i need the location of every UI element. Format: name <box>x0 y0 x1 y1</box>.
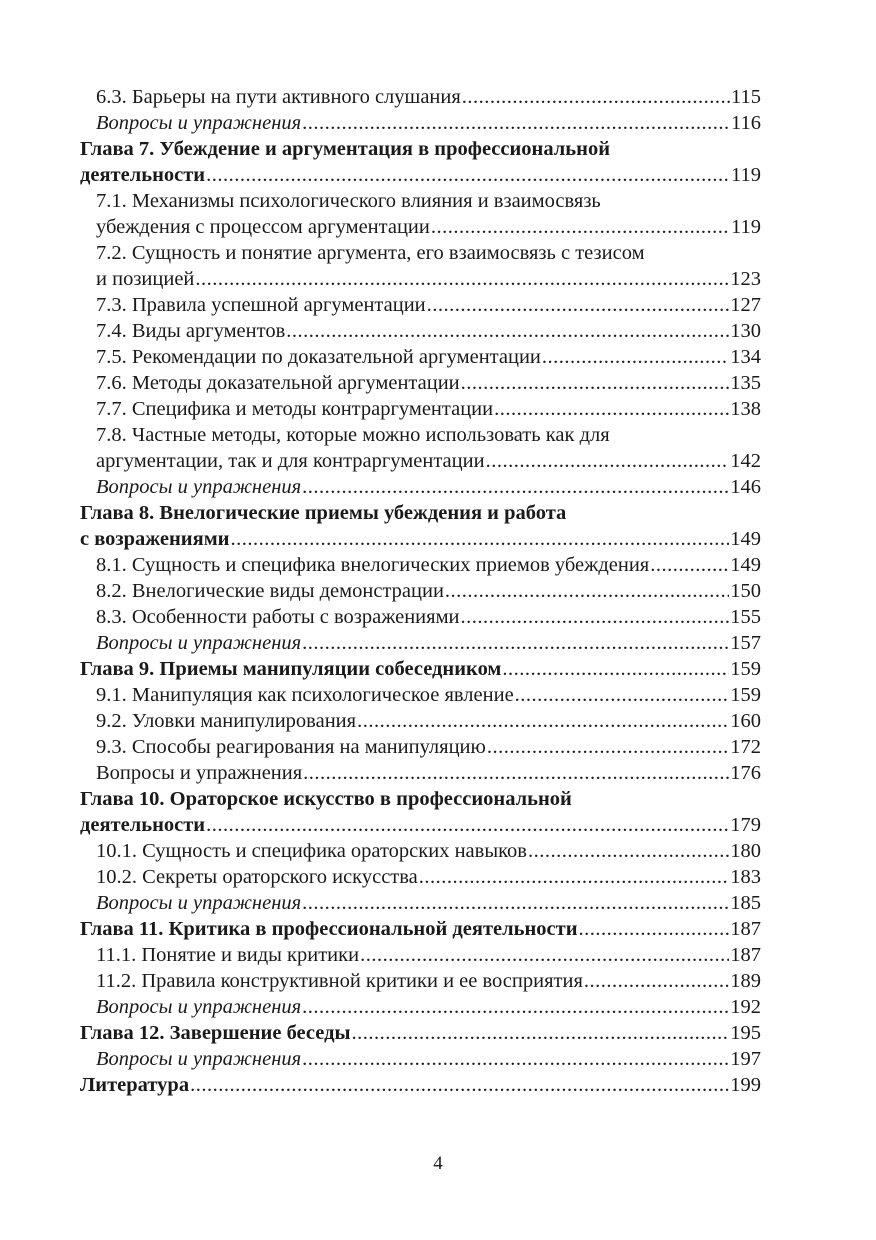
toc-section-entry[interactable] <box>80 448 761 474</box>
toc-entry-title: 8.1. Сущность и специфика внелогических приемов убеждения <box>96 554 650 576</box>
toc-entry-title-line: 7.2. Сущность и понятие аргумента, его взаимосвязь с тезисом <box>96 242 645 264</box>
toc-section-entry[interactable] <box>80 630 761 656</box>
table-of-contents <box>80 84 761 1098</box>
toc-leader-dots <box>302 630 729 656</box>
toc-leader-dots <box>351 1020 729 1046</box>
toc-entry-title: аргументации, так и для контраргументации <box>96 450 485 472</box>
toc-entry-title-line: 7.8. Частные методы, которые можно использовать как для <box>96 424 610 446</box>
toc-page-number: 185 <box>730 892 761 914</box>
toc-page-number: 189 <box>730 970 761 992</box>
toc-leader-dots <box>302 110 730 136</box>
toc-page-number: 119 <box>731 164 761 186</box>
toc-section-entry[interactable] <box>80 292 761 318</box>
toc-page-number: 159 <box>730 684 761 706</box>
toc-entry-title: Вопросы и упражнения <box>96 996 302 1018</box>
toc-page-number: 134 <box>730 346 761 368</box>
toc-entry-title: Вопросы и упражнения <box>96 762 303 784</box>
toc-leader-dots <box>445 578 729 604</box>
toc-section-entry[interactable] <box>80 344 761 370</box>
toc-leader-dots <box>303 760 729 786</box>
toc-page-number: 123 <box>730 268 761 290</box>
toc-leader-dots <box>462 84 730 110</box>
toc-page-number: 127 <box>730 294 761 316</box>
toc-entry-title: 11.2. Правила конструктивной критики и ее восприятия <box>96 970 583 992</box>
toc-page-number: 135 <box>730 372 761 394</box>
toc-section-entry[interactable] <box>80 214 761 240</box>
toc-page-number: 149 <box>730 528 761 550</box>
toc-entry-title: Вопросы и упражнения <box>96 112 302 134</box>
toc-section-entry[interactable] <box>80 890 761 916</box>
toc-leader-dots <box>461 370 730 396</box>
toc-leader-dots <box>542 344 729 370</box>
toc-entry-title: убеждения с процессом аргументации <box>96 216 430 238</box>
toc-leader-dots <box>190 1072 729 1098</box>
toc-leader-dots <box>461 604 730 630</box>
toc-leader-dots <box>195 266 729 292</box>
toc-leader-dots <box>206 812 729 838</box>
toc-page-number: 116 <box>731 112 761 134</box>
toc-page-number: 157 <box>730 632 761 654</box>
toc-page-number: 187 <box>730 944 761 966</box>
toc-entry-title: 8.2. Внелогические виды демонстрации <box>96 580 444 602</box>
toc-entry-title: Вопросы и упражнения <box>96 476 302 498</box>
toc-page-number: 115 <box>731 86 761 108</box>
toc-section-entry[interactable] <box>80 708 761 734</box>
toc-leader-dots <box>302 474 729 500</box>
toc-entry-title: 7.4. Виды аргументов <box>96 320 286 342</box>
toc-entry-title: 9.1. Манипуляция как психологическое явление <box>96 684 514 706</box>
toc-section-entry[interactable] <box>80 552 761 578</box>
toc-chapter-entry[interactable] <box>80 1072 761 1098</box>
toc-page-number: 195 <box>730 1022 761 1044</box>
toc-section-entry[interactable] <box>80 84 761 110</box>
toc-leader-dots <box>360 942 729 968</box>
toc-leader-dots <box>357 708 729 734</box>
toc-leader-dots <box>494 396 729 422</box>
toc-entry-title: Вопросы и упражнения <box>96 632 302 654</box>
toc-section-entry[interactable] <box>80 994 761 1020</box>
toc-page-number: 172 <box>730 736 761 758</box>
toc-entry-title: 9.2. Уловки манипулирования <box>96 710 357 732</box>
toc-page-number: 130 <box>730 320 761 342</box>
toc-chapter-entry[interactable] <box>80 916 761 942</box>
toc-page-number: 180 <box>730 840 761 862</box>
toc-leader-dots <box>486 448 730 474</box>
toc-entry-title: Глава 12. Завершение беседы <box>80 1022 351 1044</box>
toc-page-number: 176 <box>730 762 761 784</box>
toc-entry-title: 7.3. Правила успешной аргументации <box>96 294 426 316</box>
toc-entry-title: 7.6. Методы доказательной аргументации <box>96 372 460 394</box>
toc-leader-dots <box>487 734 729 760</box>
toc-leader-dots <box>427 292 730 318</box>
toc-section-entry[interactable] <box>80 968 761 994</box>
toc-section-entry[interactable] <box>80 474 761 500</box>
toc-chapter-entry[interactable] <box>80 812 761 838</box>
toc-chapter-entry[interactable] <box>80 162 761 188</box>
toc-entry-title: 6.3. Барьеры на пути активного слушания <box>96 86 461 108</box>
toc-entry-title: 11.1. Понятие и виды критики <box>96 944 360 966</box>
toc-page-number: 138 <box>730 398 761 420</box>
toc-chapter-entry[interactable] <box>80 526 761 552</box>
toc-page-number: 183 <box>730 866 761 888</box>
toc-entry-title-line: Глава 7. Убеждение и аргументация в профессиональной <box>80 138 611 160</box>
toc-leader-dots <box>419 864 729 890</box>
toc-page-number: 146 <box>730 476 761 498</box>
toc-entry-title-line: 7.1. Механизмы психологического влияния и взаимосвязь <box>96 190 601 212</box>
toc-page-number: 149 <box>730 554 761 576</box>
toc-page-number: 150 <box>730 580 761 602</box>
toc-section-entry[interactable] <box>80 396 761 422</box>
toc-entry-title: и позицией <box>96 268 195 290</box>
toc-leader-dots <box>528 838 729 864</box>
toc-entry-title: 10.2. Секреты ораторского искусства <box>96 866 418 888</box>
toc-entry-title: Литература <box>80 1074 190 1096</box>
toc-page-number: 119 <box>731 216 761 238</box>
toc-section-entry[interactable] <box>80 266 761 292</box>
toc-section-entry[interactable] <box>80 110 761 136</box>
toc-leader-dots <box>206 162 730 188</box>
toc-page-number: 142 <box>730 450 761 472</box>
toc-leader-dots <box>286 318 729 344</box>
toc-entry-title: деятельности <box>80 164 206 186</box>
toc-leader-dots <box>650 552 729 578</box>
toc-page-number: 192 <box>730 996 761 1018</box>
toc-leader-dots <box>302 994 729 1020</box>
toc-entry-title: Вопросы и упражнения <box>96 1048 302 1070</box>
toc-page-number: 199 <box>730 1074 761 1096</box>
toc-entry-title: Глава 9. Приемы манипуляции собеседником <box>80 658 502 680</box>
toc-page-number: 179 <box>730 814 761 836</box>
toc-section-entry[interactable] <box>80 578 761 604</box>
toc-section-entry[interactable] <box>80 838 761 864</box>
toc-section-entry[interactable] <box>80 760 761 786</box>
toc-chapter-entry[interactable] <box>80 1020 761 1046</box>
toc-entry-title: 8.3. Особенности работы с возражениями <box>96 606 460 628</box>
toc-entry-title: 10.1. Сущность и специфика ораторских навыков <box>96 840 527 862</box>
toc-section-entry[interactable] <box>80 604 761 630</box>
toc-page-number: 160 <box>730 710 761 732</box>
toc-section-entry[interactable] <box>80 682 761 708</box>
toc-entry-title: Глава 11. Критика в профессиональной деятельности <box>80 918 578 940</box>
toc-entry-title: Вопросы и упражнения <box>96 892 302 914</box>
toc-section-entry[interactable] <box>80 318 761 344</box>
toc-leader-dots <box>302 1046 729 1072</box>
toc-section-entry[interactable] <box>80 942 761 968</box>
toc-entry-title-line: Глава 8. Внелогические приемы убеждения и работа <box>80 502 567 524</box>
toc-section-entry[interactable] <box>80 1046 761 1072</box>
toc-page-number: 197 <box>730 1048 761 1070</box>
toc-entry-title: 7.7. Специфика и методы контраргументации <box>96 398 494 420</box>
toc-entry-title: с возражениями <box>80 528 230 550</box>
toc-page-number: 155 <box>730 606 761 628</box>
toc-page-number: 159 <box>730 658 761 680</box>
toc-section-entry[interactable] <box>80 864 761 890</box>
page-number: 4 <box>433 1153 443 1174</box>
toc-leader-dots <box>230 526 729 552</box>
toc-page-number: 187 <box>730 918 761 940</box>
toc-entry-title: деятельности <box>80 814 206 836</box>
toc-section-entry[interactable] <box>80 370 761 396</box>
toc-leader-dots <box>502 656 729 682</box>
toc-leader-dots <box>584 968 729 994</box>
toc-leader-dots <box>579 916 730 942</box>
toc-entry-title: 7.5. Рекомендации по доказательной аргументации <box>96 346 541 368</box>
toc-leader-dots <box>302 890 729 916</box>
toc-entry-title: 9.3. Способы реагирования на манипуляцию <box>96 736 486 758</box>
toc-section-entry[interactable] <box>80 734 761 760</box>
toc-leader-dots <box>515 682 730 708</box>
toc-entry-title-line: Глава 10. Ораторское искусство в профессиональной <box>80 788 572 810</box>
toc-leader-dots <box>431 214 730 240</box>
toc-chapter-entry[interactable] <box>80 656 761 682</box>
